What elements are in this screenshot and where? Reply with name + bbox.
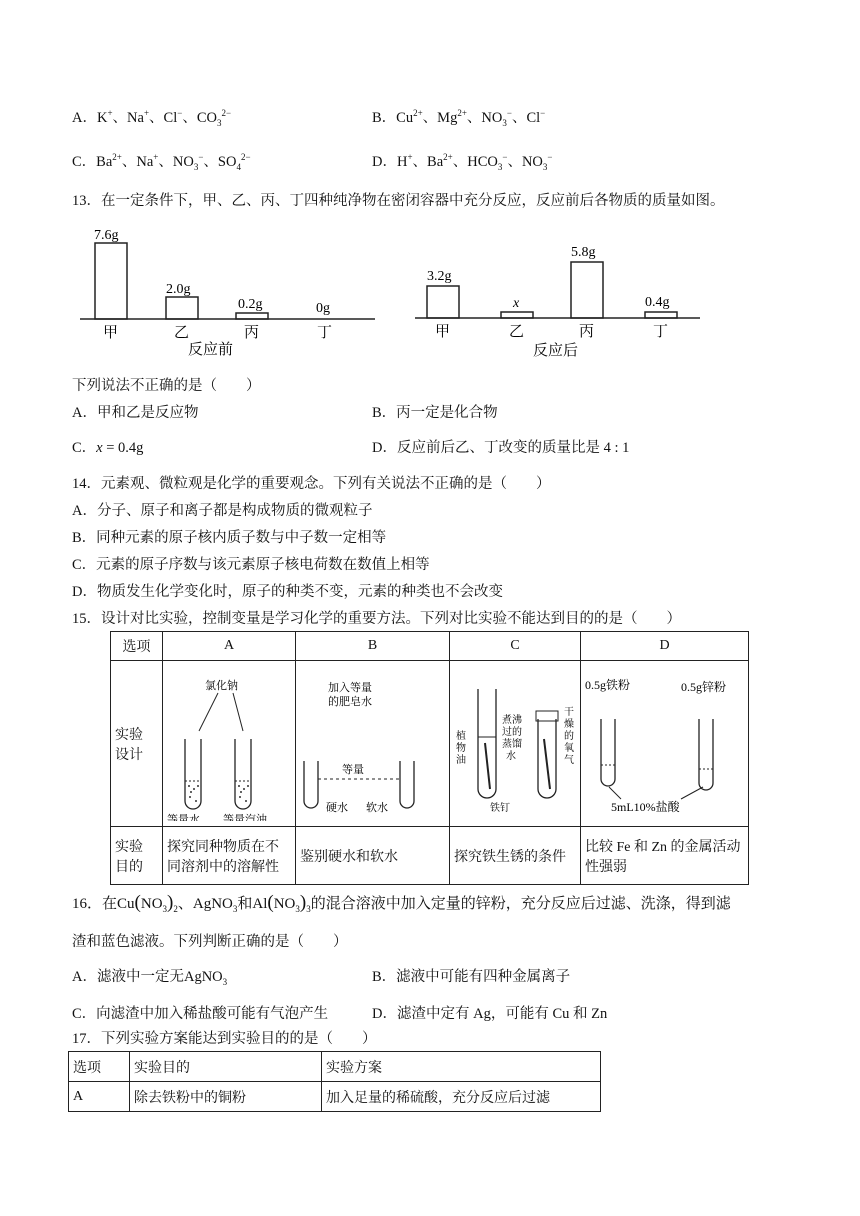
goal-c: 探究铁生锈的条件 (450, 827, 581, 885)
row-label-goal: 实验 目的 (111, 827, 163, 885)
q16-line1: 16．在$Cu(NO_3)_2$、AgNO$_3$和$Al(NO_3)_3$的混合溶液中加入定量的锌粉，充分反应后过滤、洗涤，得到滤 (72, 892, 731, 914)
label-yi: 2.0g (166, 282, 191, 297)
bar-jia (427, 286, 459, 318)
figC-right4: 氧 (564, 743, 574, 754)
figC-right2: 燥 (564, 719, 574, 730)
figC-left2: 物 (456, 743, 466, 754)
tube-right (699, 719, 713, 790)
figC-mid2: 过的 (502, 727, 522, 738)
figB-left: 硬水 (326, 802, 348, 814)
figA-right: 等量汽油 (223, 814, 267, 821)
header-a: A (163, 632, 296, 661)
label-bing: 5.8g (571, 245, 596, 260)
header-option: 选项 (111, 632, 163, 661)
label-yi: x (513, 296, 520, 311)
figD-bottom: 5mL10%盐酸 (611, 800, 680, 814)
name-bing: 丙 (244, 325, 260, 341)
figC-mid3: 蒸馏 (502, 739, 522, 750)
q16-option-c: C．向滤渣中加入稀盐酸可能有气泡产生 (72, 1006, 329, 1022)
arrow-right (233, 693, 243, 731)
tube-right (235, 739, 251, 809)
bar-bing (571, 262, 603, 318)
figB-top2: 的肥皂水 (328, 696, 372, 708)
bar-ding (645, 312, 677, 318)
q16-option-d: D．滤渣中定有 Ag，可能有 Cu 和 Zn (372, 1006, 608, 1022)
figure-d (581, 661, 749, 827)
figC-left3: 油 (456, 755, 466, 766)
figure-c (450, 661, 581, 827)
dots (188, 785, 249, 802)
q17-row-option: A (69, 1082, 130, 1112)
q14-option-b: B．同种元素的原子核内质子数与中子数一定相等 (72, 530, 387, 546)
bar-bing (236, 313, 268, 319)
name-jia: 甲 (103, 325, 119, 341)
name-jia: 甲 (435, 324, 451, 340)
tube-left (478, 689, 496, 798)
label-ding: 0.4g (645, 295, 670, 310)
caption-before: 反应前 (188, 342, 234, 358)
goal-a: 探究同种物质在不 同溶剂中的溶解性 (163, 827, 296, 885)
figD-right: 0.5g锌粉 (681, 680, 727, 694)
q14-option-c: C．元素的原子序数与该元素原子核电荷数在数值上相等 (72, 557, 430, 573)
header-c: C (450, 632, 581, 661)
caption-after: 反应后 (533, 343, 579, 359)
arrow-left (199, 693, 218, 731)
figA-top: 氯化钠 (205, 680, 238, 692)
figB-right: 软水 (366, 802, 388, 814)
figC-right1: 干 (564, 707, 574, 718)
q17-row-plan: 加入足量的稀硫酸，充分反应后过滤 (322, 1082, 601, 1112)
header-d: D (581, 632, 749, 661)
q15-stem: 15．设计对比实验，控制变量是学习化学的重要方法。下列对比实验不能达到目的的是（ ） (72, 611, 681, 627)
q16-option-a: A．滤液中一定无AgNO$_3$ (72, 969, 228, 987)
stopper (536, 711, 558, 721)
q17-row-goal: 除去铁粉中的铜粉 (130, 1082, 322, 1112)
q17-header-option: 选项 (69, 1052, 130, 1082)
q16-option-b: B．滤液中可能有四种金属离子 (372, 969, 571, 985)
q17-table (68, 1051, 601, 1112)
figB-mid: 等量 (342, 764, 364, 776)
goal-d: 比较 Fe 和 Zn 的金属活动 性强弱 (581, 827, 749, 885)
figure-a (163, 661, 296, 827)
figB-top1: 加入等量 (328, 682, 372, 694)
figC-right3: 的 (564, 731, 574, 742)
nail-right (544, 739, 550, 789)
row-label-design: 实验 设计 (111, 661, 163, 827)
q13-option-d: D．反应前后乙、丁改变的质量比是 4 : 1 (372, 440, 630, 456)
nail-left (485, 743, 490, 789)
figC-mid1: 煮沸 (502, 715, 522, 726)
tube-right (400, 761, 414, 808)
bar-yi (501, 312, 533, 318)
q13-chart-before (80, 215, 380, 365)
q14-stem: 14．元素观、微粒观是化学的重要观念。下列有关说法不正确的是（ ） (72, 476, 551, 492)
q13-option-c: C．x = 0.4g (72, 440, 144, 456)
name-yi: 乙 (174, 325, 190, 341)
q12-option-d: D．H+、$Ba^{2+}$、$HCO_3^-$、$NO_3^-$ (372, 152, 553, 172)
label-jia: 7.6g (94, 228, 119, 243)
figA-left: 等量水 (167, 814, 200, 821)
label-bing: 0.2g (238, 297, 263, 312)
tube-left (601, 719, 615, 786)
q17-stem: 17．下列实验方案能达到实验目的的是（ ） (72, 1031, 377, 1047)
name-ding: 丁 (317, 325, 333, 341)
q14-option-a: A．分子、原子和离子都是构成物质的微观粒子 (72, 503, 373, 519)
tube-left (304, 761, 318, 808)
name-ding: 丁 (653, 324, 669, 340)
q13-ask: 下列说法不正确的是（ ） (72, 378, 261, 394)
bar-jia (95, 243, 127, 319)
figure-b (296, 661, 450, 827)
q15-table (110, 631, 749, 885)
name-bing: 丙 (579, 324, 595, 340)
name-yi: 乙 (509, 324, 525, 340)
q12-option-c: C．$Ba^{2+}$、Na+、$NO_3^-$、$SO_4^{2-}$ (72, 152, 251, 172)
q13-stem: 13．在一定条件下，甲、乙、丙、丁四种纯净物在密闭容器中充分反应，反应前后各物质的质量如图。 (72, 193, 725, 209)
goal-b: 鉴别硬水和软水 (296, 827, 450, 885)
q16-line2: 渣和蓝色滤液。下列判断正确的是（ ） (72, 934, 348, 950)
q12-option-a: A．K+、Na+、Cl−、$CO_3^{2-}$ (72, 108, 232, 128)
q14-option-d: D．物质发生化学变化时，原子的种类不变，元素的种类也不会改变 (72, 584, 503, 600)
label-jia: 3.2g (427, 269, 452, 284)
header-b: B (296, 632, 450, 661)
figC-bottom: 铁钉 (490, 803, 510, 814)
tube-left (185, 739, 201, 809)
figD-left: 0.5g铁粉 (585, 678, 631, 692)
figC-mid4: 水 (506, 751, 516, 762)
figC-left1: 植 (456, 731, 466, 742)
q13-option-a: A．甲和乙是反应物 (72, 405, 199, 421)
bar-yi (166, 297, 198, 319)
q17-header-plan: 实验方案 (322, 1052, 601, 1082)
q13-chart-after (415, 230, 705, 365)
label-ding: 0g (316, 301, 330, 316)
q12-option-b: B．$Cu^{2+}$、$Mg^{2+}$、$NO_3^-$、Cl− (372, 108, 546, 128)
q13-option-b: B．丙一定是化合物 (372, 405, 498, 421)
q17-header-goal: 实验目的 (130, 1052, 322, 1082)
figC-right5: 气 (564, 755, 574, 766)
